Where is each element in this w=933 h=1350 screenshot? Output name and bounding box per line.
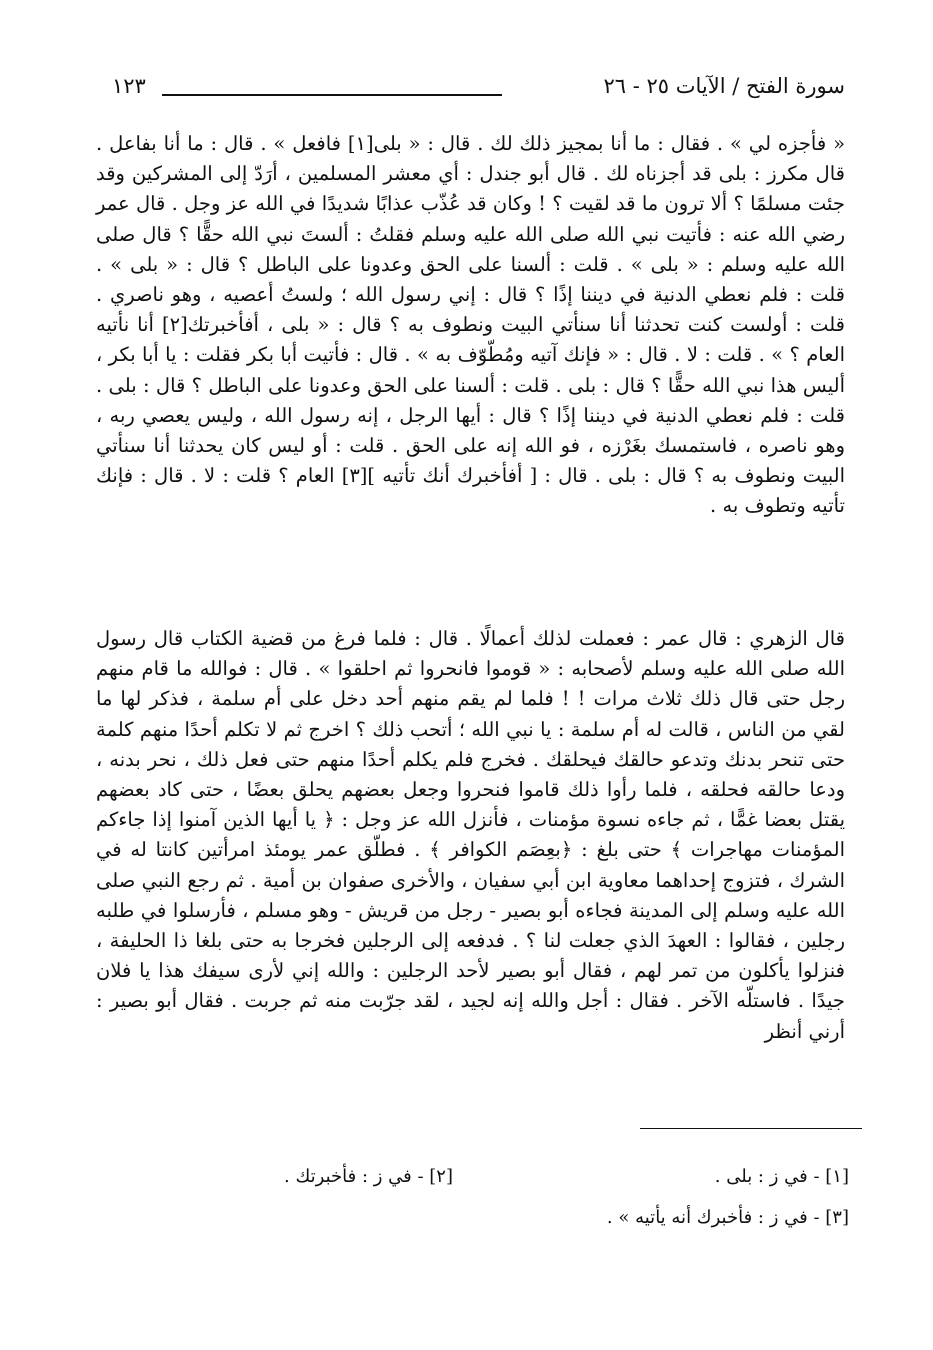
page-header (112, 74, 845, 110)
header-rule (162, 94, 502, 96)
body-paragraph-1 (96, 129, 845, 522)
footnote-2: [٢] - في ز : فأخبرتك . (284, 1166, 453, 1187)
paragraph-text: « فأجزه لي » . فقال : ما أنا بمجيز ذلك لك . قال : « بلى[١] فافعل » . قال : ما أنا بفاعل . قال مكرز : بلى قد أجزناه لك . قال أبو جندل : أي معشر المسلمين ، أرَدّ إلى المشركين وقد جئت مسلمًا ؟ ألا ترون ما قد لقيت ؟ ! وكان قد عُذّب عذابًا شديدًا في الله عز وجل . قال عمر رضي الله عنه : فأتيت نبي الله صلى الله عليه وسلم فقلتُ : ألستَ نبي الله حقًّا ؟ قال صلى الله عليه وسلم : « بلى » . قلت : ألسنا على الحق وعدونا على الباطل ؟ قال : « بلى » . قلت : فلم نعطي الدنية في ديننا إذًا ؟ قال : إني رسول الله ؛ ولستُ أعصيه ، وهو ناصري . قلت : أولست كنت تحدثنا أنا سنأتي البيت ونطوف به ؟ قال : « بلى ، أفأخبرتك[٢] أنا نأتيه العام ؟ » . قلت : لا . قال : « فإنك آتيه ومُطّوّف به » . قال : فأتيت أبا بكر فقلت : يا أبا بكر ، أليس هذا نبي الله حقًّا ؟ قال : بلى . قلت : ألسنا على الحق وعدونا على الباطل ؟ قال : بلى . قلت : فلم نعطي الدنية في ديننا إذًا ؟ قال : أيها الرجل ، إنه رسول الله ، وليس يعصي ربه ، وهو ناصره ، فاستمسك بغَرْزه ، فو الله إنه على الحق . قلت : أو ليس كان يحدثنا أنا سنأتي البيت ونطوف به ؟ قال : بلى . قال : [ أفأخبرك أنك تأتيه ][٣] العام ؟ قلت : لا . قال : فإنك تأتيه وتطوف به . (96, 132, 846, 518)
footnote-separator (640, 1128, 862, 1129)
page-number: ١٢٣ (112, 74, 146, 98)
running-title: سورة الفتح / الآيات ٢٥ - ٢٦ (603, 74, 845, 98)
footnote-1: [١] - في ز : بلى . (714, 1166, 849, 1187)
footnote-3: [٣] - في ز : فأخبرك أنه يأتيه » . (606, 1207, 849, 1228)
paragraph-text: قال الزهري : قال عمر : فعملت لذلك أعمالًا . قال : فلما فرغ من قضية الكتاب قال رسول الله صلى الله عليه وسلم لأصحابه : « قوموا فانحروا ثم احلقوا » . قال : فوالله ما قام منهم رجل حتى قال ذلك ثلاث مرات ! ! فلما لم يقم منهم أحد دخل على أم سلمة ، فذكر لها ما لقي من الناس ، قالت له أم سلمة : يا نبي الله ؛ أتحب ذلك ؟ اخرج ثم لا تكلم أحدًا منهم كلمة حتى تنحر بدنك وتدعو حالقك فيحلقك . فخرج فلم يكلم أحدًا منهم حتى فعل ذلك ، نحر بدنه ، ودعا حالقه فحلقه ، فلما رأوا ذلك قاموا فنحروا وجعل بعضهم يحلق بعضًا ، حتى كاد بعضهم يقتل بعضا غمًّا ، ثم جاءه نسوة مؤمنات ، فأنزل الله عز وجل : ﴿ يا أيها الذين آمنوا إذا جاءكم المؤمنات مهاجرات ﴾ حتى بلغ : ﴿بعِصَم الكوافر ﴾ . فطلّق عمر يومئذ امرأتين كانتا له في الشرك ، فتزوج إحداهما معاوية ابن أبي سفيان ، والأخرى صفوان بن أمية . ثم رجع النبي صلى الله عليه وسلم إلى المدينة فجاءه أبو بصير - رجل من قريش - وهو مسلم ، فأرسلوا في طلبه رجلين ، فقالوا : العهدَ الذي جعلت لنا ؟ . فدفعه إلى الرجلين فخرجا به حتى بلغا ذا الحليفة ، فنزلوا يأكلون من تمر لهم ، فقال أبو بصير لأحد الرجلين : والله إني لأرى سيفك هذا يا فلان جيدًا . فاستلّه الآخر . فقال : أجل والله إنه لجيد ، لقد جرّبت منه ثم جربت . فقال أبو بصير : أرني أنظر (96, 627, 845, 1043)
body-paragraph-2 (96, 624, 845, 1047)
